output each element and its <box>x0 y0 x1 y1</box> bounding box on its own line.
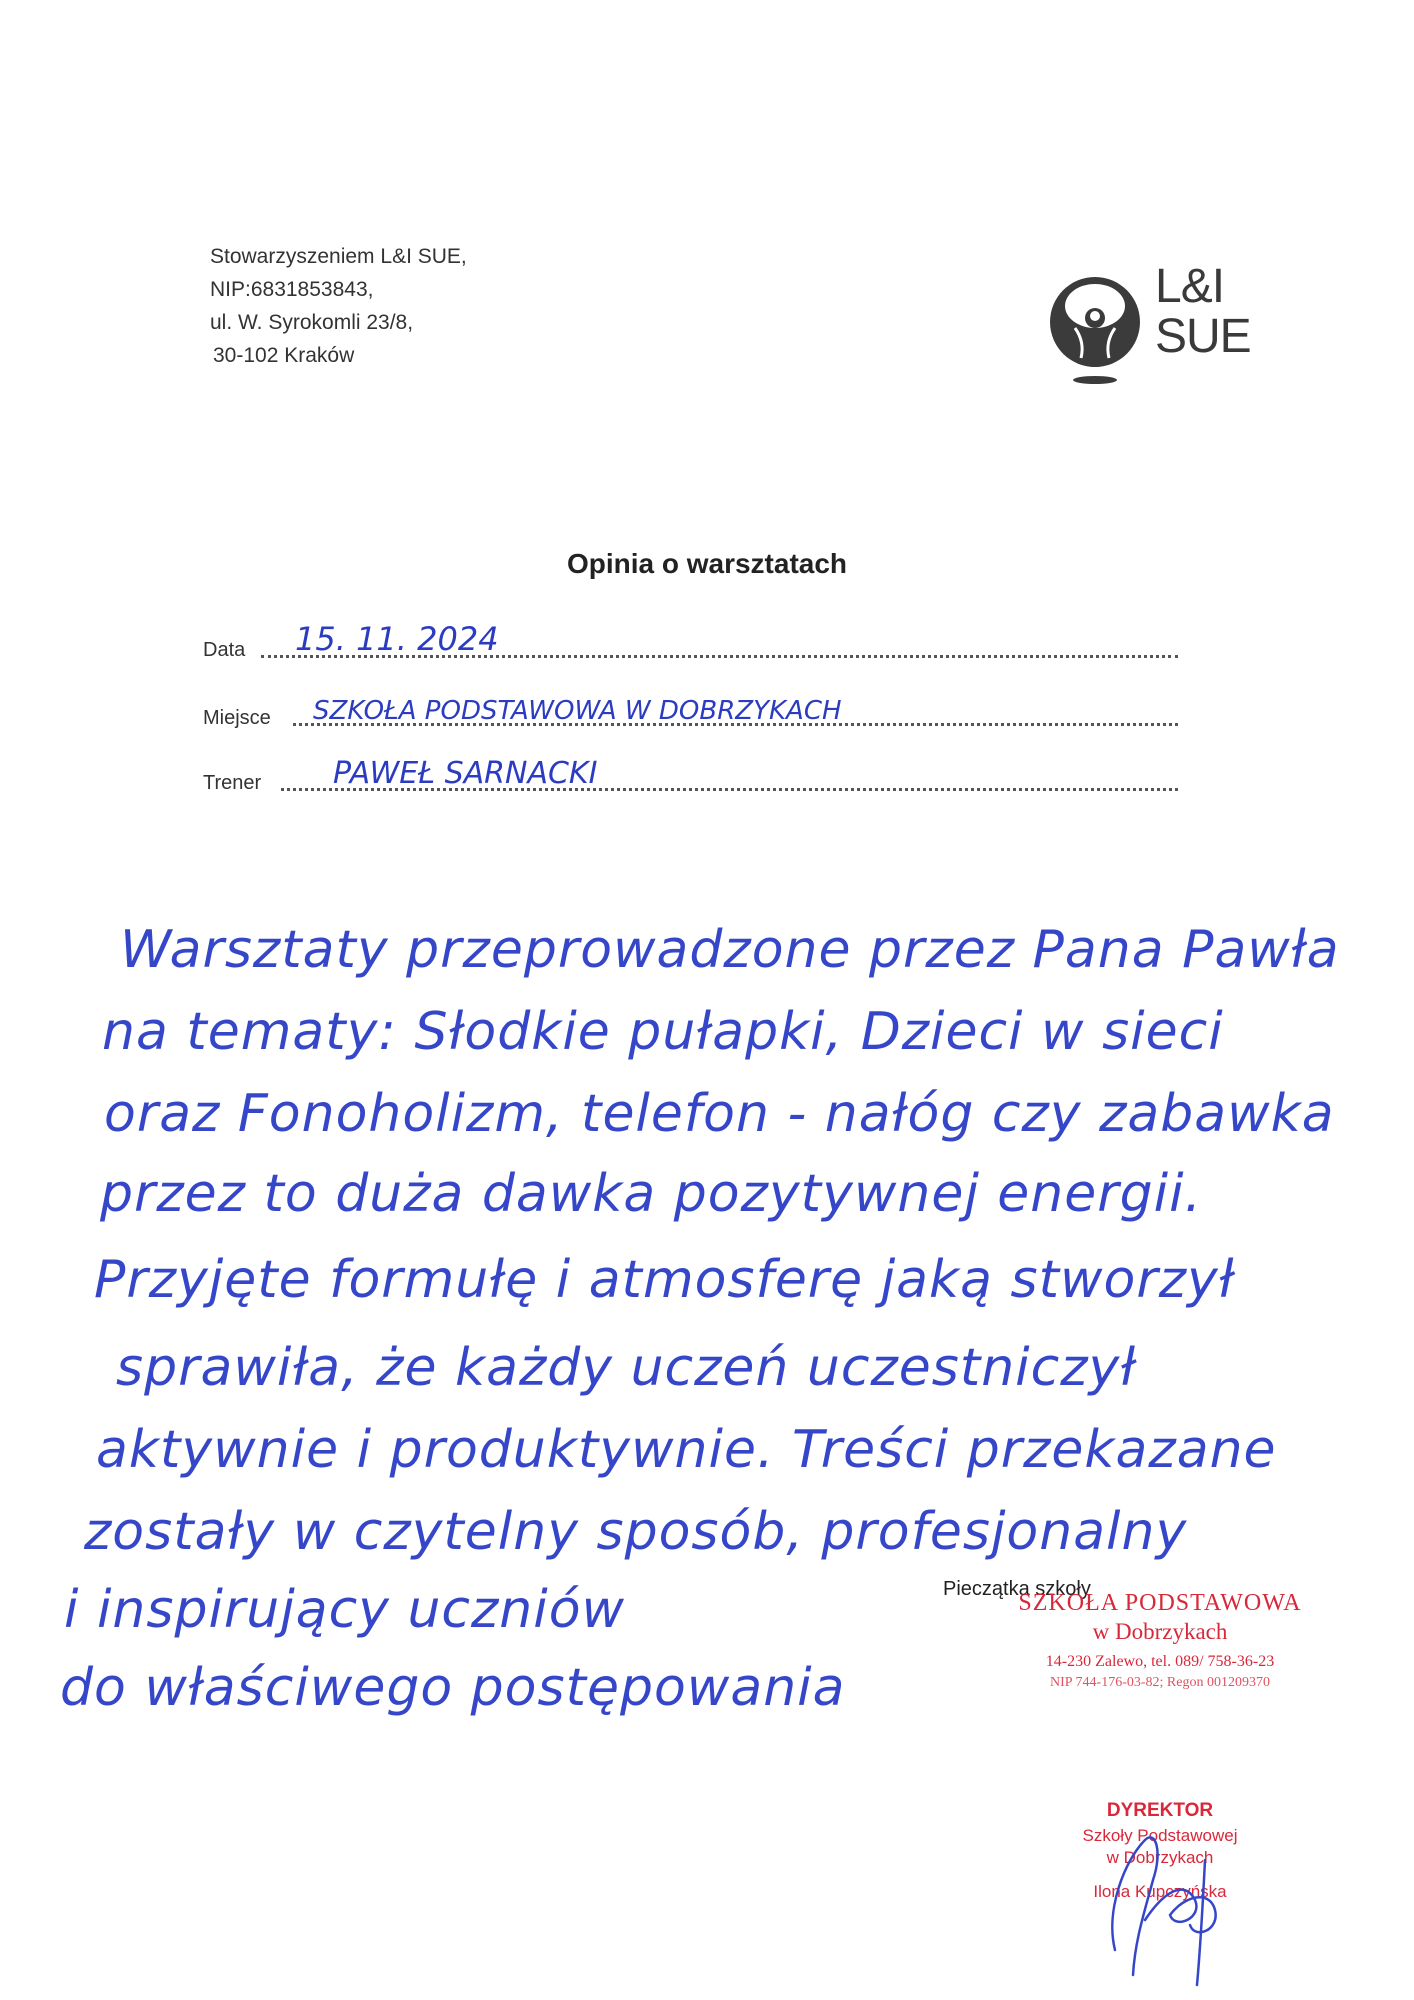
opinion-line: i inspirujący uczniów <box>64 1580 626 1640</box>
opinion-line: Warsztaty przeprowadzone przez Pana Pawła <box>120 920 1340 980</box>
sender-name: Stowarzyszeniem L&I SUE, <box>210 245 467 268</box>
stamp-location: w Dobrzykach <box>1092 1619 1228 1644</box>
sender-nip: NIP:6831853843, <box>210 278 374 301</box>
opinion-line: aktywnie i produktywnie. Treści przekazane <box>96 1420 1277 1480</box>
place-value: SZKOŁA PODSTAWOWA W DOBRZYKACH <box>313 696 842 726</box>
logo-line2: SUE <box>1155 310 1251 363</box>
school-stamp-label: Pieczątka szkoły <box>943 1578 1091 1600</box>
opinion-line: Przyjęte formułę i atmosferę jaką stworzył <box>94 1250 1235 1310</box>
opinion-line: zostały w czytelny sposób, profesjonalny <box>84 1502 1188 1562</box>
logo-line1: L&I <box>1155 260 1225 313</box>
li-sue-logo <box>1045 262 1250 392</box>
signature-icon <box>1075 1800 1255 1990</box>
sender-street: ul. W. Syrokomli 23/8, <box>210 311 414 334</box>
opinion-line: na tematy: Słodkie pułapki, Dzieci w sieci <box>102 1002 1224 1062</box>
opinion-line: sprawiła, że każdy uczeń uczestniczył <box>116 1338 1137 1398</box>
logo-emblem-icon <box>1045 262 1145 392</box>
stamp-address: 14-230 Zalewo, tel. 089/ 758-36-23 <box>1045 1653 1275 1670</box>
trainer-value: PAWEŁ SARNACKI <box>333 756 598 791</box>
logo-wordmark <box>1155 262 1251 362</box>
stamp-school-name: SZKOŁA PODSTAWOWA <box>1018 1590 1302 1616</box>
school-stamp <box>1000 1590 1320 1691</box>
stamp-registry: NIP 744-176-03-82; Regon 001209370 <box>1050 1675 1270 1690</box>
sender-city: 30-102 Kraków <box>213 344 355 367</box>
opinion-line: oraz Fonoholizm, telefon - nałóg czy zabawka <box>104 1084 1335 1144</box>
place-label: Miejsce <box>203 707 271 729</box>
trainer-field <box>203 755 1178 795</box>
director-location: w Dobrzykach <box>1106 1848 1214 1867</box>
date-label: Data <box>203 639 246 661</box>
place-field <box>203 690 1178 730</box>
date-value: 15. 11. 2024 <box>295 620 499 658</box>
trainer-label: Trener <box>203 772 262 794</box>
opinion-line: do właściwego postępowania <box>60 1658 846 1718</box>
document-title: Opinia o warsztatach <box>566 548 848 579</box>
opinion-line: przez to duża dawka pozytywnej energii. <box>100 1164 1203 1224</box>
director-school: Szkoły Podstawowej <box>1082 1826 1238 1845</box>
director-title: DYREKTOR <box>1106 1800 1214 1821</box>
director-name: Ilona Kupczyńska <box>1093 1882 1227 1901</box>
date-field <box>203 622 1178 662</box>
sender-address <box>210 240 467 372</box>
